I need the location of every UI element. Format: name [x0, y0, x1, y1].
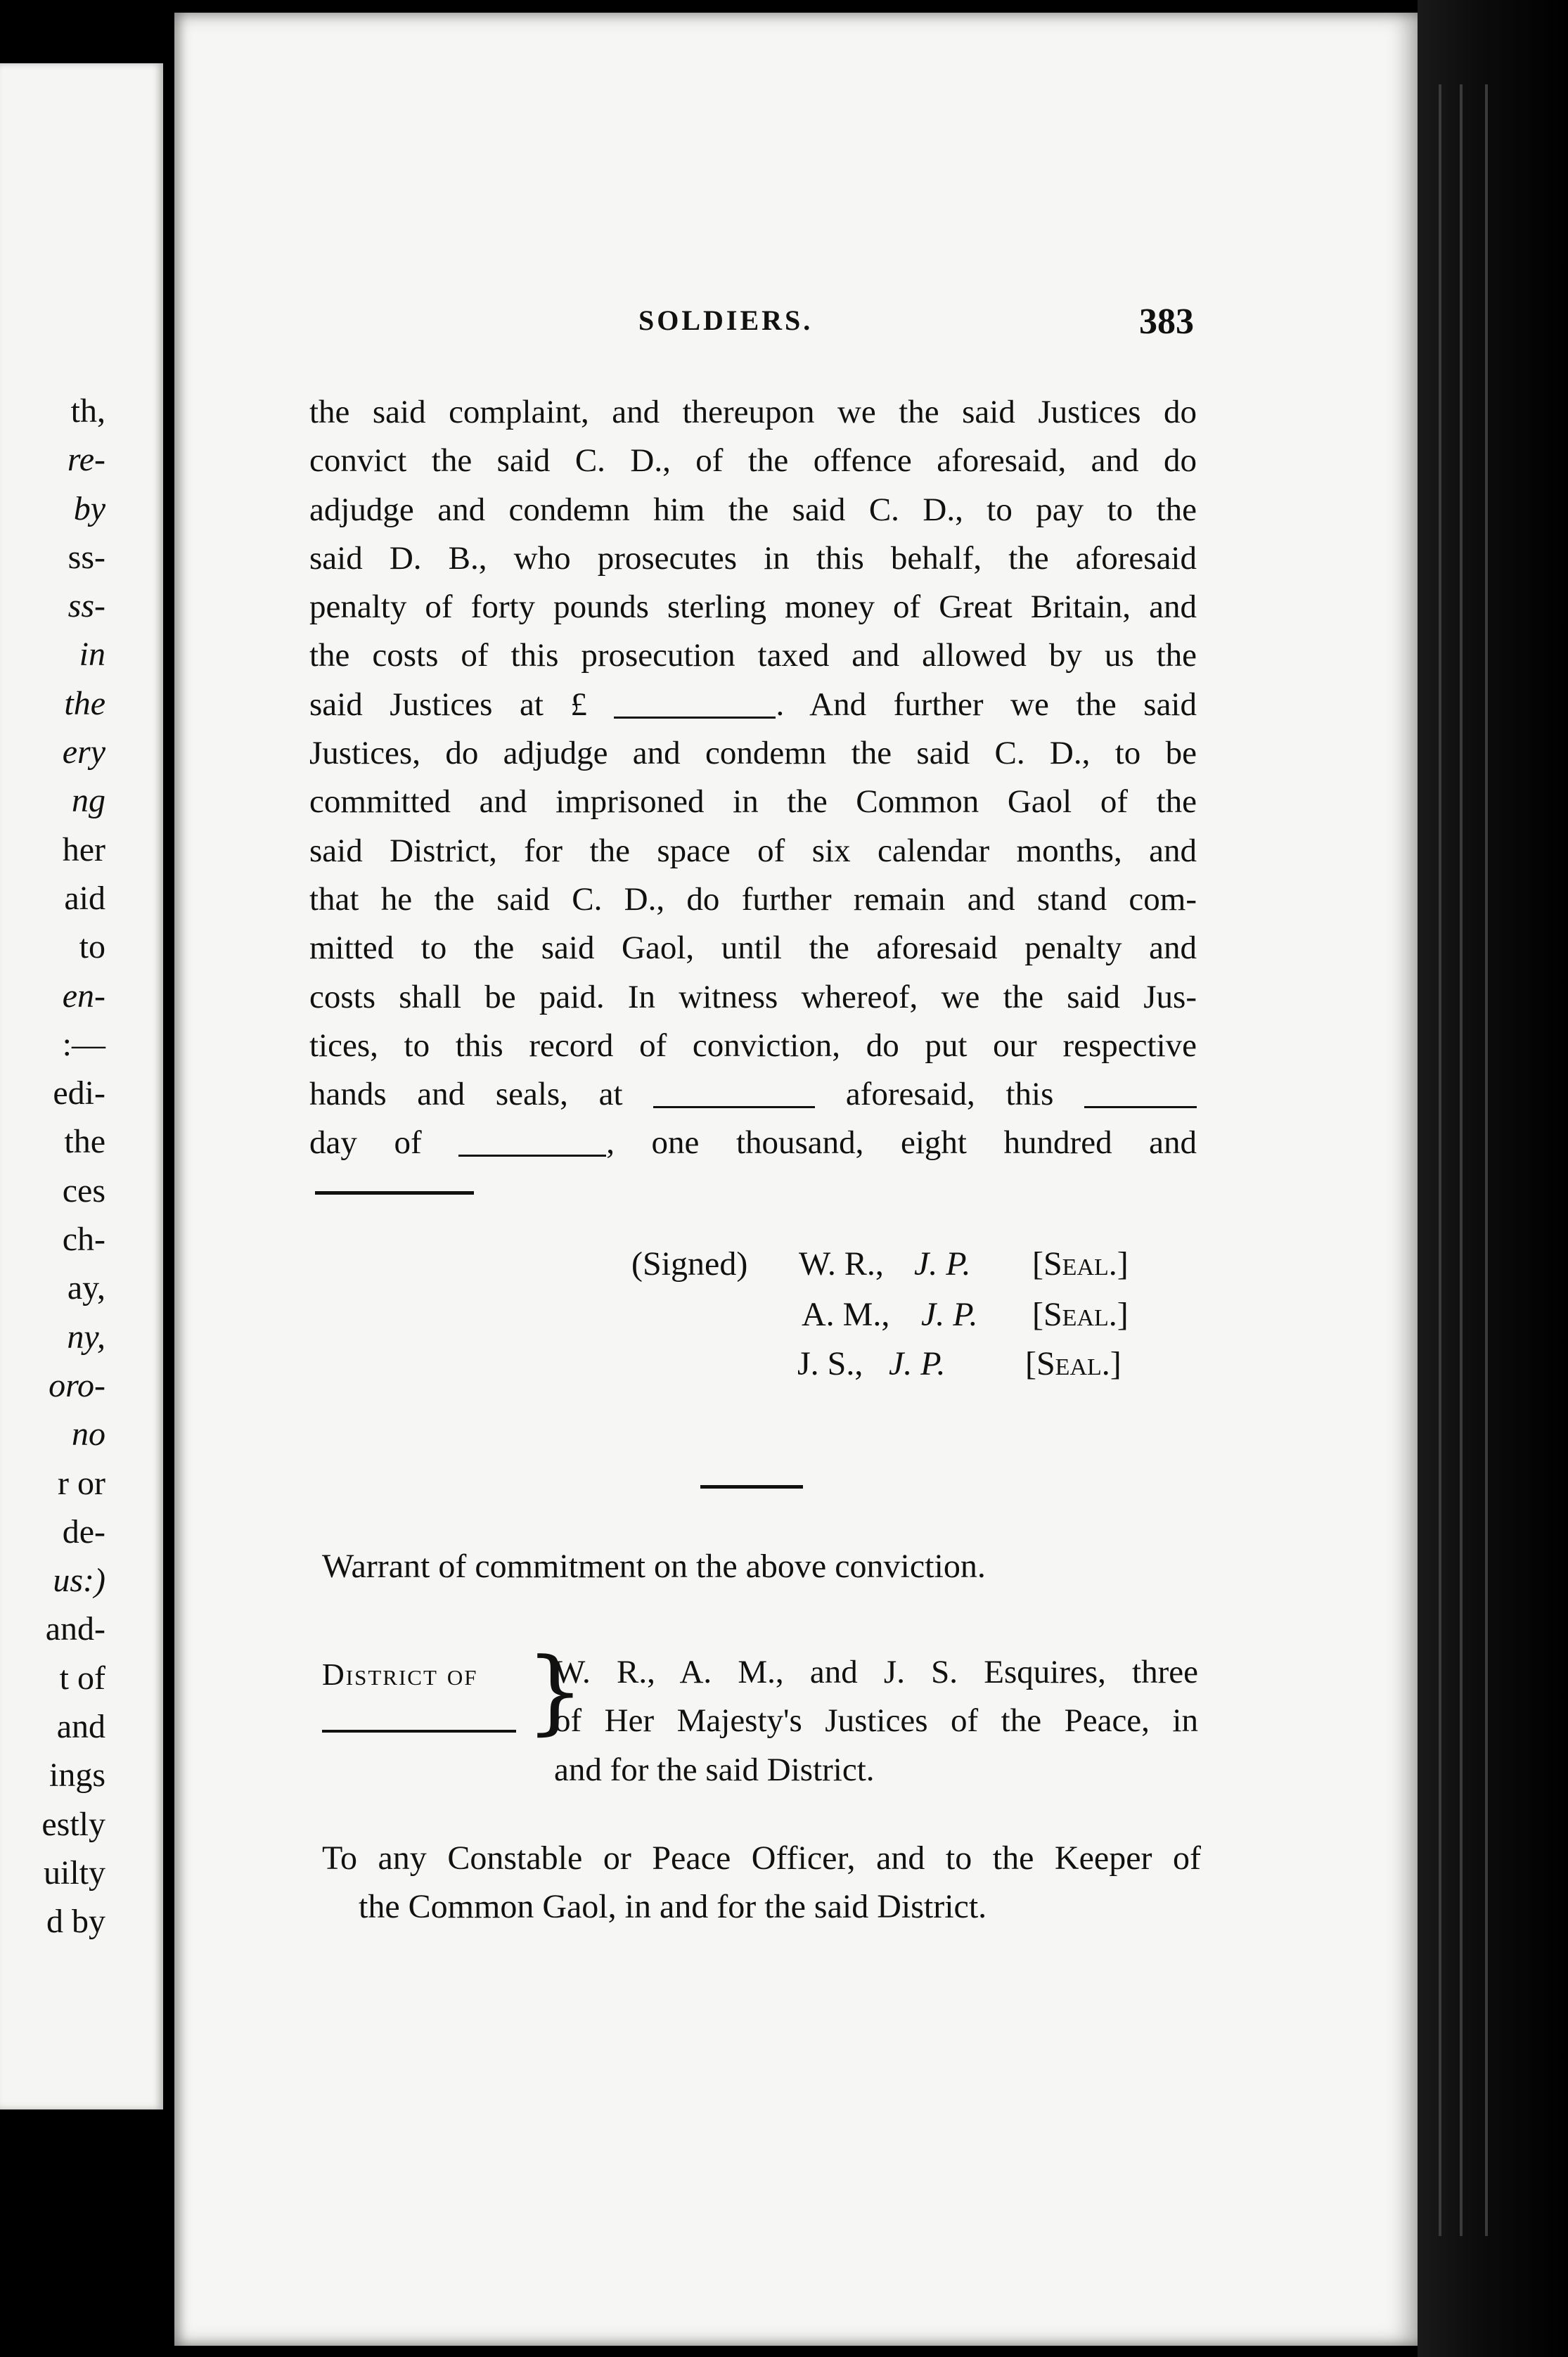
- body-line-part: hands and seals, at: [309, 1076, 623, 1113]
- left-page-line: her: [62, 830, 105, 868]
- signatory-name: J. S.,: [797, 1345, 863, 1382]
- body-line: the said complaint, and thereupon we the said Justices do: [309, 394, 1197, 430]
- left-page-line: ss-: [68, 538, 105, 576]
- left-page-line: and-: [45, 1610, 105, 1648]
- left-page-line: the: [64, 1123, 105, 1161]
- address-line: To any Constable or Peace Officer, and to the Keeper of: [322, 1839, 1201, 1877]
- left-page: [0, 63, 163, 2109]
- recital-line: W. R., A. M., and J. S. Esquires, three: [554, 1654, 1198, 1690]
- left-page-line: ings: [49, 1756, 105, 1794]
- signed-label: (Signed): [631, 1245, 748, 1283]
- warrant-address: [322, 1834, 1201, 1932]
- body-line-part: aforesaid, this: [845, 1076, 1054, 1113]
- left-page-line: oro-: [49, 1366, 105, 1404]
- blank-rule: [614, 697, 776, 719]
- left-page-line: edi-: [53, 1074, 105, 1112]
- warrant-heading: Warrant of commitment on the above conviction.: [322, 1548, 986, 1585]
- left-page-line: to: [79, 928, 105, 966]
- left-page-line: the: [64, 684, 105, 722]
- body-line-part: day of: [309, 1124, 422, 1162]
- page-edge-line: [1460, 84, 1463, 2236]
- left-page-line: d by: [46, 1903, 105, 1941]
- left-page-line: estly: [41, 1805, 105, 1843]
- body-line: costs shall be paid. In witness whereof, we the said Jus-: [309, 978, 1197, 1015]
- blank-rule: [1084, 1086, 1197, 1108]
- left-page-line: de-: [62, 1513, 105, 1550]
- warrant-recital: [554, 1648, 1198, 1794]
- right-page: [174, 13, 1418, 2346]
- signatory-title: J. P.: [914, 1245, 971, 1283]
- seal-mark: [Seal.]: [1032, 1245, 1129, 1283]
- signatory-name: W. R.,: [799, 1245, 884, 1283]
- left-page-line: us:): [53, 1562, 105, 1600]
- address-line: the Common Gaol, in and for the said District.: [359, 1888, 987, 1926]
- left-page-line: t of: [59, 1659, 105, 1697]
- district-label: District of: [322, 1657, 478, 1692]
- body-line: mitted to the said Gaol, until the aforesaid penalty and: [309, 930, 1197, 967]
- signatory-name: A. M.,: [802, 1296, 890, 1333]
- body-line: Justices, do adjudge and condemn the said C. D., to be: [309, 735, 1197, 772]
- brace-mark: }: [526, 1638, 584, 1745]
- left-page-line: ces: [62, 1171, 105, 1209]
- left-page-line: ery: [62, 733, 105, 771]
- left-page-line: aid: [64, 879, 105, 917]
- left-page-line: ch-: [62, 1221, 105, 1259]
- section-divider: [700, 1485, 803, 1489]
- page-edge-stack: [1418, 0, 1568, 2357]
- body-line: said District, for the space of six calendar months, and: [309, 832, 1197, 869]
- signatory-title: J. P.: [921, 1296, 978, 1333]
- left-page-line: ss-: [68, 587, 105, 625]
- body-line: tices, to this record of conviction, do put our respective: [309, 1027, 1197, 1064]
- recital-line: and for the said District.: [554, 1751, 875, 1788]
- signatory-title: J. P.: [889, 1345, 946, 1382]
- body-line: [309, 1070, 1197, 1119]
- body-line: convict the said C. D., of the offence aforesaid, and do: [309, 442, 1197, 480]
- blank-rule: [653, 1086, 815, 1108]
- body-paragraph: [309, 388, 1197, 1168]
- blank-rule: [458, 1135, 606, 1157]
- body-line-part: , one thousand, eight hundred and: [606, 1124, 1197, 1162]
- body-line: said D. B., who prosecutes in this behalf, the aforesaid: [309, 539, 1197, 577]
- body-line: that he the said C. D., do further remain and stand com-: [309, 880, 1197, 918]
- left-page-line: ny,: [67, 1318, 105, 1356]
- body-line: the costs of this prosecution taxed and allowed by us the: [309, 637, 1197, 674]
- body-line: penalty of forty pounds sterling money of Great Britain, and: [309, 589, 1197, 626]
- body-line: [309, 1119, 1197, 1167]
- page-number: 383: [1139, 302, 1194, 342]
- left-page-line: r or: [58, 1464, 105, 1502]
- seal-mark: [Seal.]: [1032, 1296, 1129, 1333]
- left-page-line: en-: [62, 977, 105, 1015]
- left-page-line: re-: [67, 441, 105, 479]
- recital-line: of Her Majesty's Justices of the Peace, in: [554, 1702, 1198, 1740]
- left-page-text: [0, 387, 163, 1946]
- body-line: committed and imprisoned in the Common Gaol of the: [309, 783, 1197, 821]
- left-page-line: by: [73, 489, 105, 527]
- left-page-line: ng: [72, 782, 105, 820]
- left-page-line: no: [72, 1415, 105, 1453]
- seal-mark: [Seal.]: [1025, 1345, 1122, 1382]
- blank-rule: [315, 1191, 474, 1195]
- left-page-line: uilty: [43, 1854, 105, 1892]
- blank-rule: [322, 1730, 516, 1733]
- running-head: SOLDIERS.: [638, 304, 814, 336]
- page-edge-line: [1439, 84, 1441, 2236]
- left-page-line: th,: [70, 392, 105, 430]
- body-line: adjudge and condemn him the said C. D., to pay to the: [309, 491, 1197, 528]
- body-line-suffix: And further we the said: [809, 686, 1197, 723]
- body-line: said Justices at £ . And further we the said: [309, 686, 1197, 723]
- left-page-line: and: [56, 1708, 105, 1746]
- left-page-line: in: [79, 636, 105, 674]
- page-edge-line: [1485, 84, 1488, 2236]
- left-page-line: :—: [62, 1025, 105, 1063]
- body-line-prefix: said Justices at £: [309, 686, 587, 723]
- left-page-line: ay,: [67, 1269, 105, 1307]
